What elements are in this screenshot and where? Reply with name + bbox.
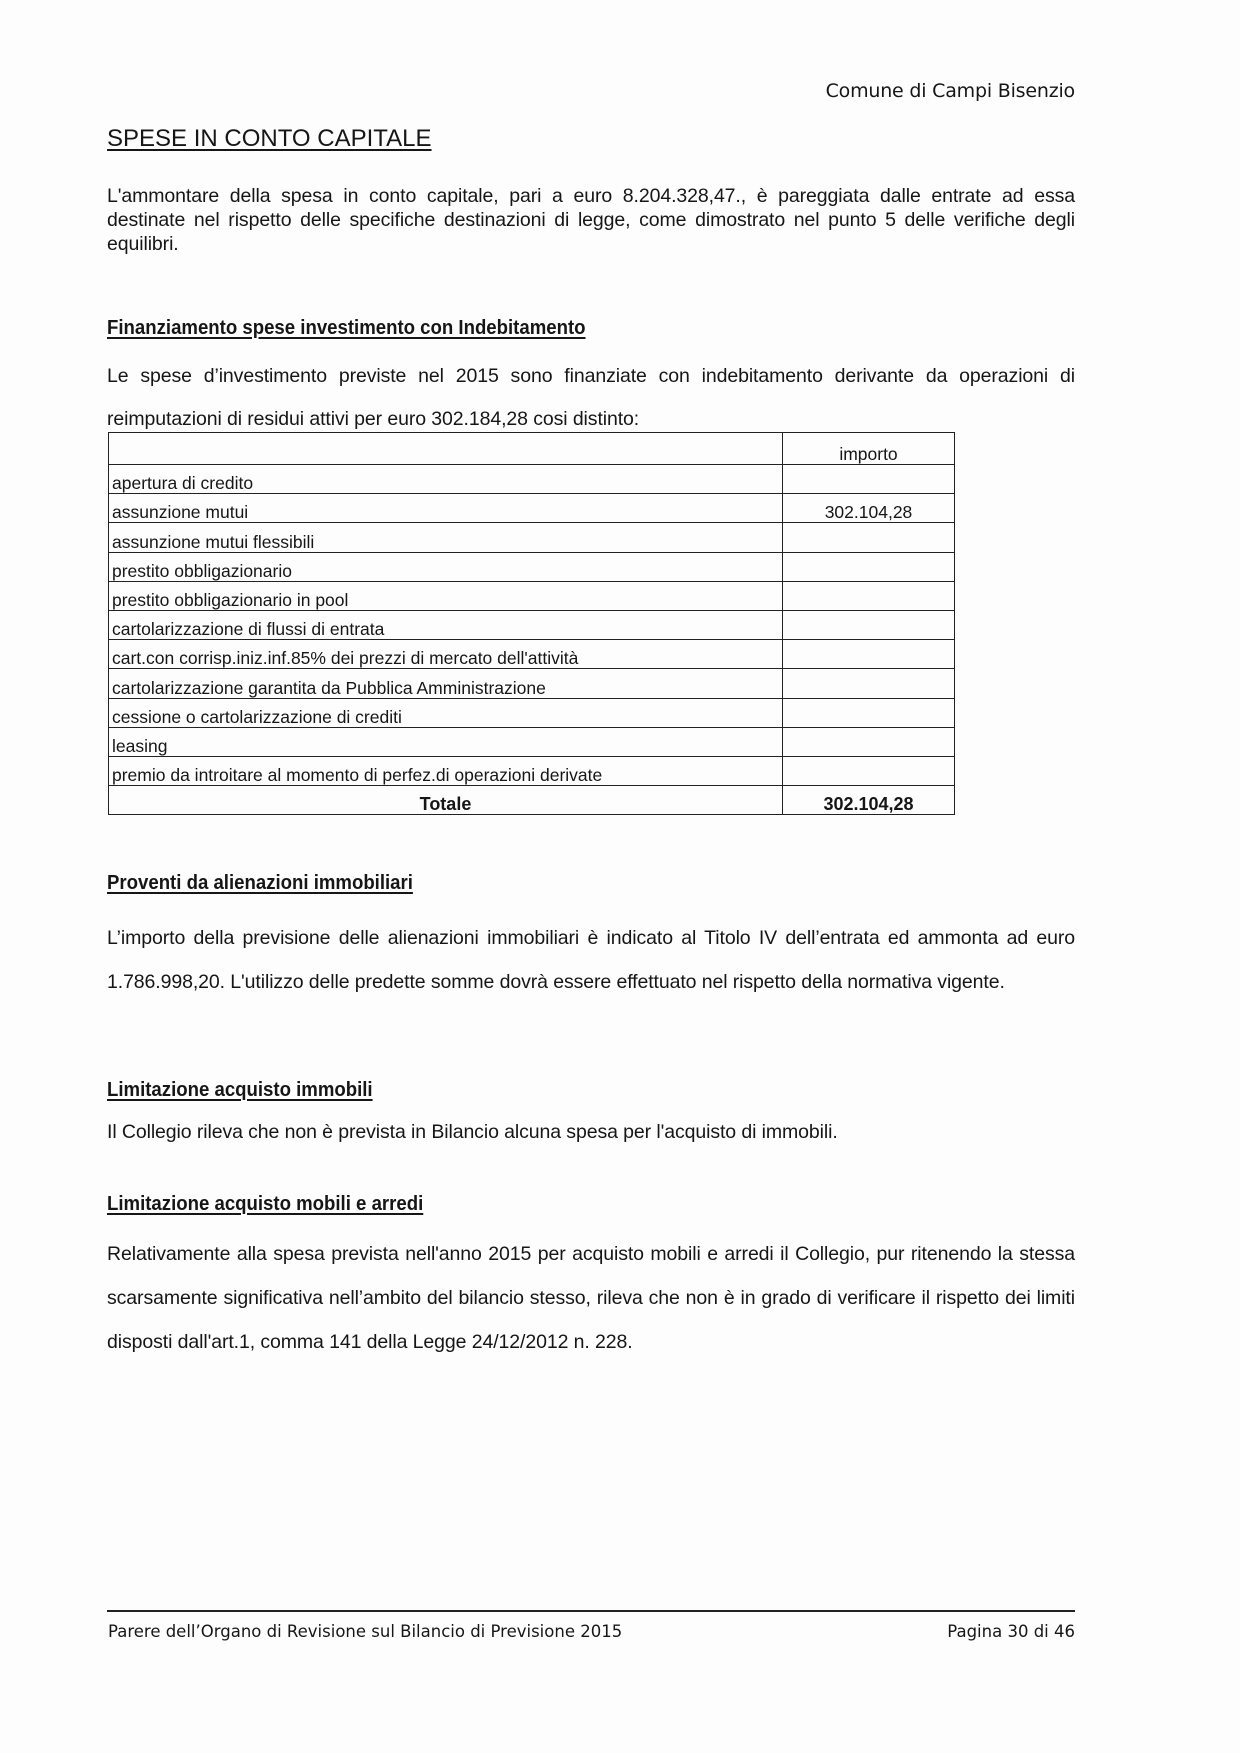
intro-paragraph: L'ammontare della spesa in conto capitale, pari a euro 8.204.328,47., è pareggiata dalle entrate ad essa destinate nel rispetto delle specifiche destinazioni di legge, come dimostrato nel punto 5 delle verifiche degli equilibri. (107, 185, 1075, 255)
financing-heading: Finanziamento spese investimento con Indebitamento (107, 317, 586, 339)
row-label: premio da introitare al momento di perfez.di operazioni derivate (109, 756, 783, 785)
property-limit-paragraph: Il Collegio rileva che non è prevista in Bilancio alcuna spesa per l'acquisto di immobili. (107, 1121, 838, 1143)
row-amount (783, 610, 955, 639)
furniture-limit-paragraph: Relativamente alla spesa prevista nell'anno 2015 per acquisto mobili e arredi il Collegio, pur ritenendo la stessa scarsamente significativa nell’ambito del bilancio stesso, rileva che non è in grado di verificare il rispetto dei limiti disposti dall'art.1, comma 141 della Legge 24/12/2012 n. 228. (107, 1243, 1075, 1353)
row-amount (783, 552, 955, 581)
row-label: assunzione mutui (109, 494, 783, 523)
footer-document-title: Parere dell’Organo di Revisione sul Bilancio di Previsione 2015 (108, 1622, 623, 1641)
row-amount (783, 465, 955, 494)
real-estate-paragraph: L’importo della previsione delle alienazioni immobiliari è indicato al Titolo IV dell’entrata ed ammonta ad euro 1.786.998,20. L'utilizzo delle predette somme dovrà essere effettuato nel rispetto della normativa vigente. (107, 927, 1075, 993)
footer-divider (107, 1610, 1075, 1612)
row-label: cessione o cartolarizzazione di crediti (109, 698, 783, 727)
property-limit-heading: Limitazione acquisto immobili (107, 1079, 373, 1101)
table-row (109, 581, 955, 610)
row-label: cartolarizzazione di flussi di entrata (109, 610, 783, 639)
table-row (109, 465, 955, 494)
row-amount (783, 756, 955, 785)
table-header-label (109, 433, 783, 465)
table-row (109, 727, 955, 756)
table-row (109, 523, 955, 552)
row-amount (783, 727, 955, 756)
table-header-amount: importo (783, 433, 955, 465)
row-label: assunzione mutui flessibili (109, 523, 783, 552)
row-amount (783, 640, 955, 669)
total-amount: 302.104,28 (783, 786, 955, 815)
row-label: prestito obbligazionario (109, 552, 783, 581)
section-title: SPESE IN CONTO CAPITALE (107, 125, 432, 152)
table-row (109, 552, 955, 581)
table-row (109, 640, 955, 669)
table-row (109, 610, 955, 639)
row-amount (783, 581, 955, 610)
footer-page-number: Pagina 30 di 46 (947, 1622, 1075, 1641)
row-amount (783, 523, 955, 552)
row-label: apertura di credito (109, 465, 783, 494)
row-amount (783, 698, 955, 727)
row-label: cartolarizzazione garantita da Pubblica Amministrazione (109, 669, 783, 698)
row-label: cart.con corrisp.iniz.inf.85% dei prezzi di mercato dell'attività (109, 640, 783, 669)
table-row (109, 669, 955, 698)
table-row (109, 494, 955, 523)
financing-table (108, 432, 955, 815)
header-organization: Comune di Campi Bisenzio (825, 80, 1075, 102)
row-label: prestito obbligazionario in pool (109, 581, 783, 610)
table-header-row (109, 433, 955, 465)
table-row (109, 698, 955, 727)
total-label: Totale (109, 786, 783, 815)
table-row (109, 756, 955, 785)
table-total-row (109, 786, 955, 815)
row-label: leasing (109, 727, 783, 756)
row-amount: 302.104,28 (783, 494, 955, 523)
real-estate-heading: Proventi da alienazioni immobiliari (107, 872, 413, 894)
furniture-limit-heading: Limitazione acquisto mobili e arredi (107, 1193, 424, 1215)
row-amount (783, 669, 955, 698)
financing-paragraph: Le spese d’investimento previste nel 2015 sono finanziate con indebitamento derivante da operazioni di reimputazioni di residui attivi per euro 302.184,28 cosi distinto: (107, 365, 1075, 430)
